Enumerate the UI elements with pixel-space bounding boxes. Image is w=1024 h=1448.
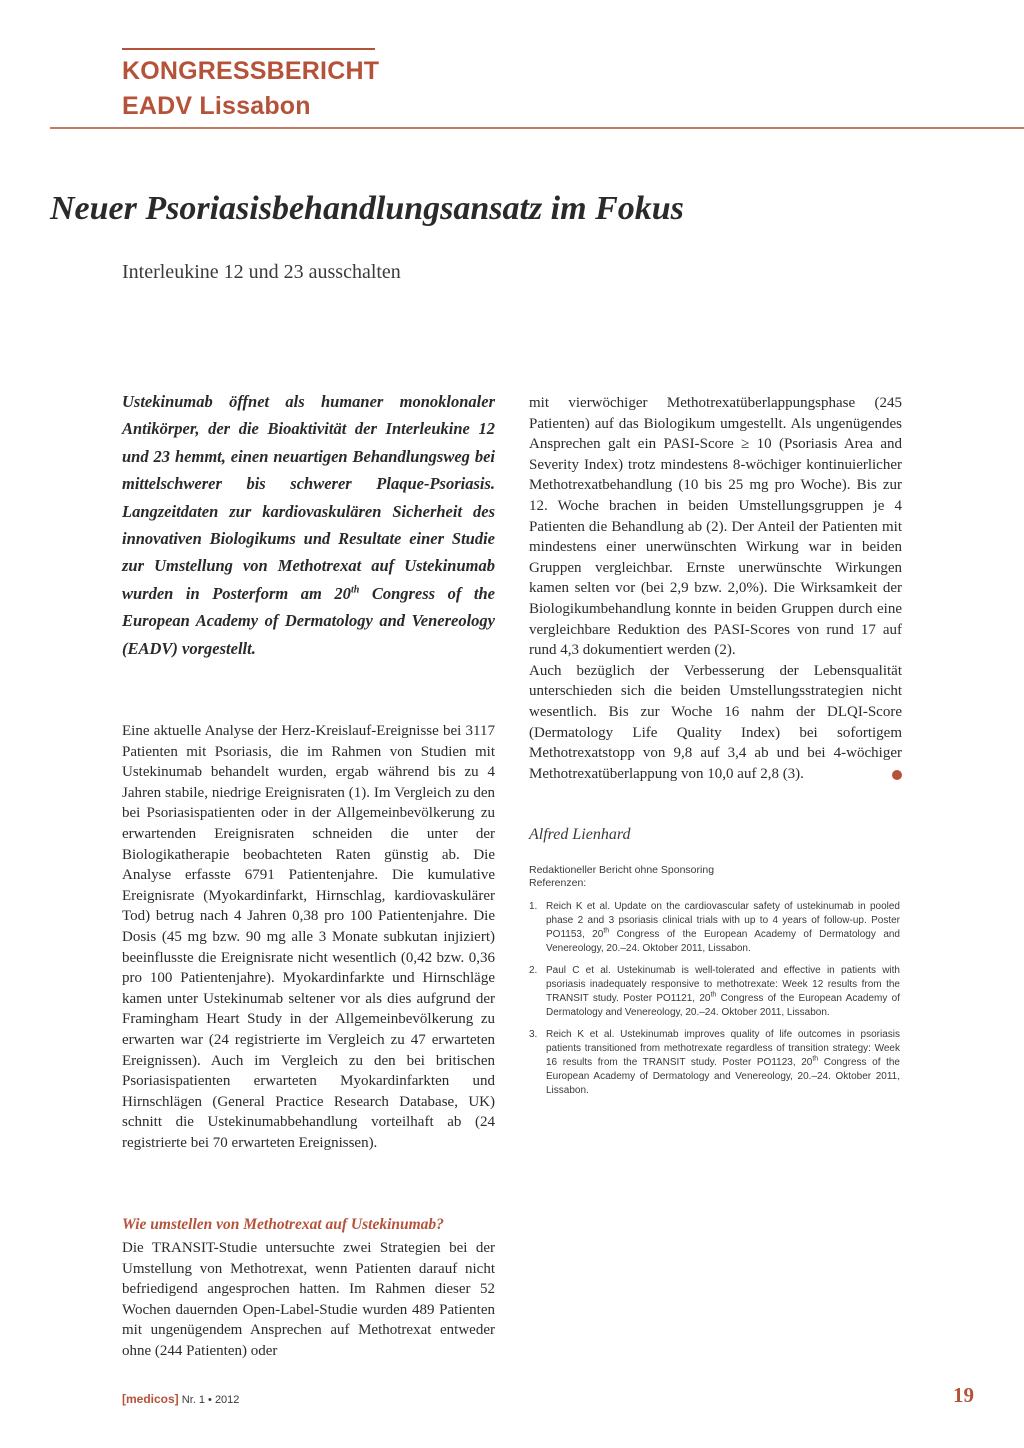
left-column-body-2 [122, 1238, 495, 1362]
event-label: EADV Lissabon [122, 92, 311, 120]
reference-text-a: Reich K et al. Update on the cardiovascular safety of ustekinumab in pooled phase 2 and 3 psoriasis clinical trials with up to 4 years of follow-up. Poster PO1153, 20 [546, 901, 900, 940]
reference-number: 1. [529, 901, 538, 912]
lead-superscript: th [350, 584, 360, 596]
right-column-body [529, 393, 902, 784]
lead-text-a: Ustekinumab öffnet als humaner monoklonaler Antikörper, der die Bioaktivität der Interleukine 12 und 23 hemmt, einen neuartigen Behandlungsweg bei mittelschwerer bis schwerer Plaque-Psoriasis. Langzeitdaten zur kardiovaskulären Sicherheit des innovativen Biologikums und Resultate einer Studie zur Umstellung von Methotrexat auf Ustekinumab wurden in Posterform am 20 [122, 392, 495, 603]
magazine-brand: [medicos] [122, 1392, 179, 1406]
paragraph-transit-results: mit vierwöchiger Methotrexatüberlappungsphase (245 Patienten) auf das Biologikum umgestellt. Als ungenügendes Ansprechen galt ein PASI-Score ≥ 10 (Psoriasis Area and Severity Index) trotz mindestens 8-wöchiger kontinuierlicher Methotrexatbehandlung (10 bis 25 mg pro Woche). Bis zur 12. Woche brachen in beiden Umstellungsgruppen je 4 Patienten die Behandlung ab (2). Der Anteil der Patienten mit mindestens einer unerwünschten Wirkung war in beiden Gruppen vergleichbar. Ernste unerwünschte Wirkungen kamen selten vor (bei 2,9 bzw. 2,0%). Die Wirksamkeit der Biologikumbehandlung konnte in beiden Gruppen durch eine vergleichbare Reduktion des PASI-Scores von rund 17 auf rund 4,3 dokumentiert werden (2). [529, 395, 902, 659]
reference-text [546, 900, 900, 956]
reference-text-b: Congress of the European Academy of Dermatology and Venereology, 20.–24. Oktober 2011, Lissabon. [546, 1057, 900, 1096]
reference-superscript: th [603, 927, 610, 935]
reference-text [546, 1028, 900, 1098]
issue-label: Nr. 1 • 2012 [181, 1394, 240, 1406]
section-header [122, 54, 379, 124]
article-title: Neuer Psoriasisbehandlungsansatz im Fokus [50, 190, 684, 227]
reference-superscript: th [710, 991, 717, 999]
reference-item [529, 900, 900, 956]
reference-text-b: Congress of the European Academy of Dermatology and Venereology, 20.–24. Oktober 2011, Lissabon. [546, 993, 900, 1018]
paragraph-quality-of-life [529, 661, 902, 785]
end-of-article-marker-icon [892, 770, 902, 780]
references-section [529, 876, 900, 1106]
references-heading: Referenzen: [529, 877, 587, 889]
page-footer [122, 1392, 239, 1406]
sponsoring-note: Redaktioneller Bericht ohne Sponsoring [529, 864, 715, 876]
reference-text-a: Reich K et al. Ustekinumab improves quality of life outcomes in psoriasis patients transitioned from methotrexate regardless of transition strategy: Week 16 results from the TRANSIT study. Poster PO1123, 20 [546, 1029, 900, 1068]
section-subheading: Wie umstellen von Methotrexat auf Ustekinumab? [122, 1216, 444, 1233]
reference-text-a: Paul C et al. Ustekinumab is well-tolerated and effective in patients with psoriasis inadequately responsive to methotrexate: Week 12 results from the TRANSIT study. Poster PO1121, 20 [546, 965, 900, 1004]
paragraph-cardiovascular: Eine aktuelle Analyse der Herz-Kreislauf-Ereignisse bei 3117 Patienten mit Psoriasis, die im Rahmen von Studien mit Ustekinumab behandelt wurden, ergab während bis zu 4 Jahren stabile, niedrige Ereignisraten (1). Im Vergleich zu den bei Psoriasispatienten oder in der Allgemeinbevölkerung zu erwartenden Ereignisraten schneiden die unter der Biologikatherapie beobachteten Raten günstig ab. Die Analyse erfasste 6791 Patientenjahre. Die kumulative Ereignisrate (Myokardinfarkt, Hirnschlag, kardiovaskulärer Tod) betrug nach 4 Jahren 0,38 pro 100 Patientenjahre. Die Dosis (45 mg bzw. 90 mg alle 3 Monate subkutan injiziert) beeinflusste die Ereignisrate nicht wesentlich (0,42 bzw. 0,36 pro 100 Patientenjahre). Myokardinfarkte und Hirnschläge kamen unter Ustekinumab seltener vor als dies aufgrund der Framingham Heart Study in der Allgemeinbevölkerung zu erwarten war (24 registrierte im Vergleich zu 47 erwarteten Ereignissen). Auch im Vergleich zu den bei britischen Psoriasispatienten erwarteten Myokardinfarkten und Hirnschlägen (General Practice Research Database, UK) schnitt die Ustekinumabbehandlung vorteilhaft ab (24 registrierte bei 70 erwarteten Ereignissen). [122, 723, 495, 1151]
reference-item [529, 964, 900, 1020]
left-column-body [122, 721, 495, 1153]
quality-of-life-text: Auch bezüglich der Verbesserung der Lebensqualität unterschieden sich die beiden Umstellungsstrategien nicht wesentlich. Bis zur Woche 16 nahm der DLQI-Score (Dermatology Life Quality Index) bei sofortigem Methotrexatstopp von 9,8 auf 3,4 ab und bei 4-wöchiger Methotrexatüberlappung von 10,0 auf 2,8 (3). [529, 662, 902, 782]
section-label: KONGRESSBERICHT [122, 57, 380, 85]
header-top-rule [122, 48, 375, 50]
author-name: Alfred Lienhard [529, 826, 631, 843]
reference-text-b: Congress of the European Academy of Dermatology and Venereology, 20.–24. Oktober 2011, Lissabon. [546, 929, 900, 954]
lead-text-b: Congress of the European Academy of Dermatology and Venereology (EADV) vorgestellt. [122, 583, 495, 658]
page-number: 19 [953, 1383, 974, 1407]
header-divider [50, 127, 1024, 129]
reference-number: 2. [529, 965, 538, 976]
article-lead [122, 388, 495, 662]
paragraph-transit-intro: Die TRANSIT-Studie untersuchte zwei Strategien bei der Umstellung von Methotrexat, wenn Patienten darauf nicht befriedigend angesprochen hatten. Im Rahmen dieser 52 Wochen dauernden Open-Label-Studie wurden 489 Patienten mit ungenügendem Ansprechen auf Methotrexat entweder ohne (244 Patienten) oder [122, 1240, 495, 1359]
article-subtitle: Interleukine 12 und 23 ausschalten [122, 261, 401, 283]
reference-number: 3. [529, 1029, 538, 1040]
reference-text [546, 964, 900, 1020]
reference-superscript: th [812, 1055, 819, 1063]
reference-item [529, 1028, 900, 1098]
